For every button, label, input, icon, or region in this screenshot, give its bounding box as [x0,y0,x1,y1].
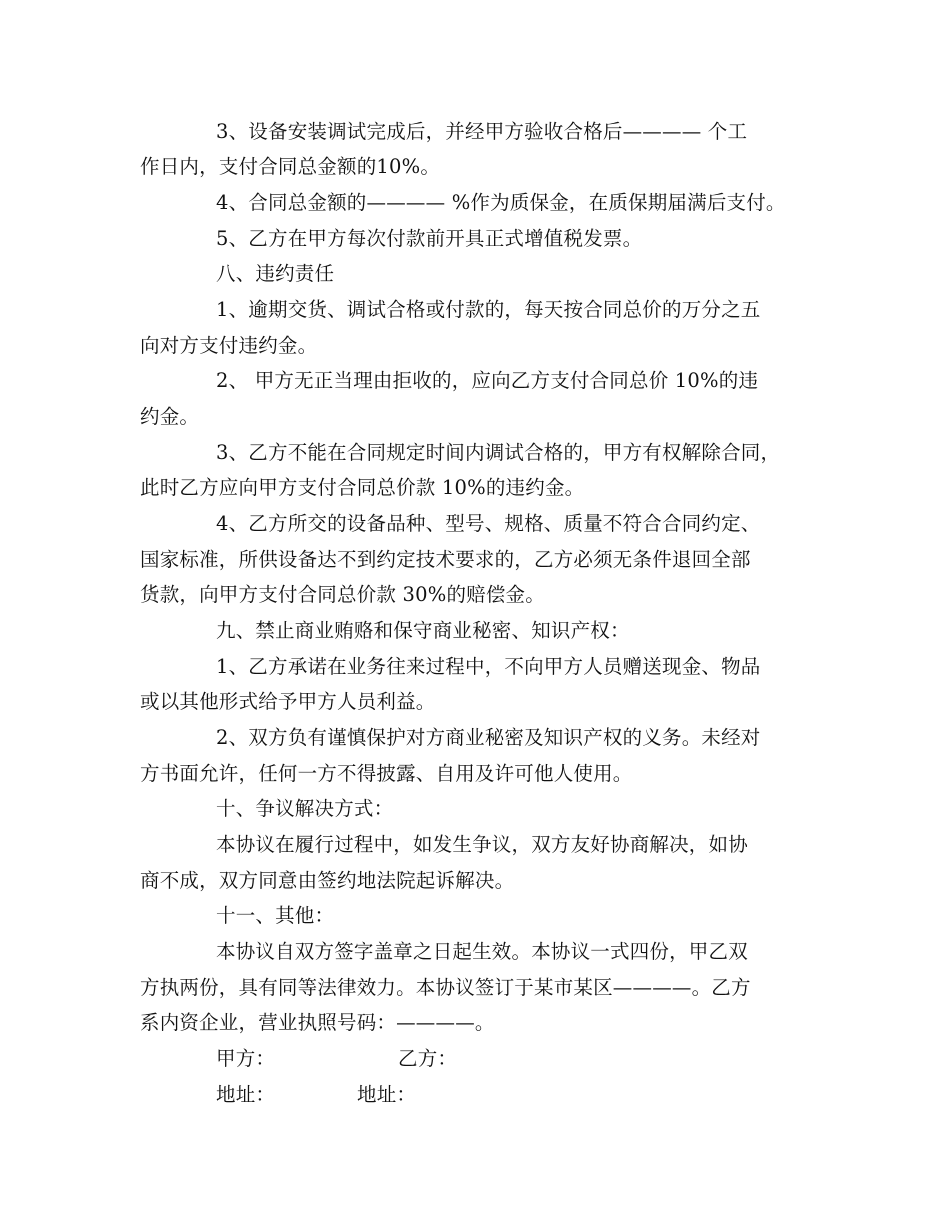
section-11-line-3: 系内资企业，营业执照号码：————。 [140,1011,495,1034]
clause-8-3-line-2: 此时乙方应向甲方支付合同总价款 10%的违约金。 [140,476,585,499]
clause-8-1-line-1: 1、逾期交货、调试合格或付款的，每天按合同总价的万分之五 [216,298,761,321]
clause-7-4-line: 4、合同总金额的———— %作为质保金，在质保期届满后支付。 [216,191,786,214]
clause-8-3-line-1: 3、乙方不能在合同规定时间内调试合格的，甲方有权解除合同， [216,441,781,464]
section-10-line-1: 本协议在履行过程中，如发生争议，双方友好协商解决，如协 [216,833,748,856]
clause-8-4-line-3: 货款，向甲方支付合同总价款 30%的赔偿金。 [140,583,545,606]
clause-9-2-line-1: 2、双方负有谨慎保护对方商业秘密及知识产权的义务。未经对 [216,726,761,749]
party-b-label: 乙方： [398,1047,458,1070]
section-10-heading: 十、争议解决方式： [216,797,394,820]
address-b-label: 地址： [357,1083,417,1106]
clause-7-3-line-2: 作日内，支付合同总金额的10%。 [140,155,441,178]
clause-8-4-line-1: 4、乙方所交的设备品种、型号、规格、质量不符合合同约定、 [216,512,761,535]
address-a-label: 地址： [216,1083,276,1106]
clause-8-2-line-1: 2、 甲方无正当理由拒收的，应向乙方支付合同总价 10%的违 [216,369,759,392]
section-11-heading: 十一、其他： [216,904,335,927]
clause-8-4-line-2: 国家标准，所供设备达不到约定技术要求的，乙方必须无条件退回全部 [140,548,751,571]
clause-9-2-line-2: 方书面允许，任何一方不得披露、自用及许可他人使用。 [140,762,633,785]
clause-9-1-line-2: 或以其他形式给予甲方人员利益。 [140,690,436,713]
clause-8-1-line-2: 向对方支付违约金。 [140,334,318,357]
section-11-line-1: 本协议自双方签字盖章之日起生效。本协议一式四份，甲乙双 [216,940,748,963]
clause-9-1-line-1: 1、乙方承诺在业务往来过程中，不向甲方人员赠送现金、物品 [216,655,761,678]
party-a-label: 甲方： [216,1047,276,1070]
section-8-heading: 八、违约责任 [216,262,335,285]
clause-7-3-line-1: 3、设备安装调试完成后，并经甲方验收合格后———— 个工 [216,120,748,143]
section-9-heading: 九、禁止商业贿赂和保守商业秘密、知识产权： [216,619,630,642]
clause-7-5-line: 5、乙方在甲方每次付款前开具正式增值税发票。 [216,227,643,250]
section-11-line-2: 方执两份，具有同等法律效力。本协议签订于某市某区————。乙方 [140,976,751,999]
section-10-line-2: 商不成，双方同意由签约地法院起诉解决。 [140,869,515,892]
clause-8-2-line-2: 约金。 [140,405,200,428]
